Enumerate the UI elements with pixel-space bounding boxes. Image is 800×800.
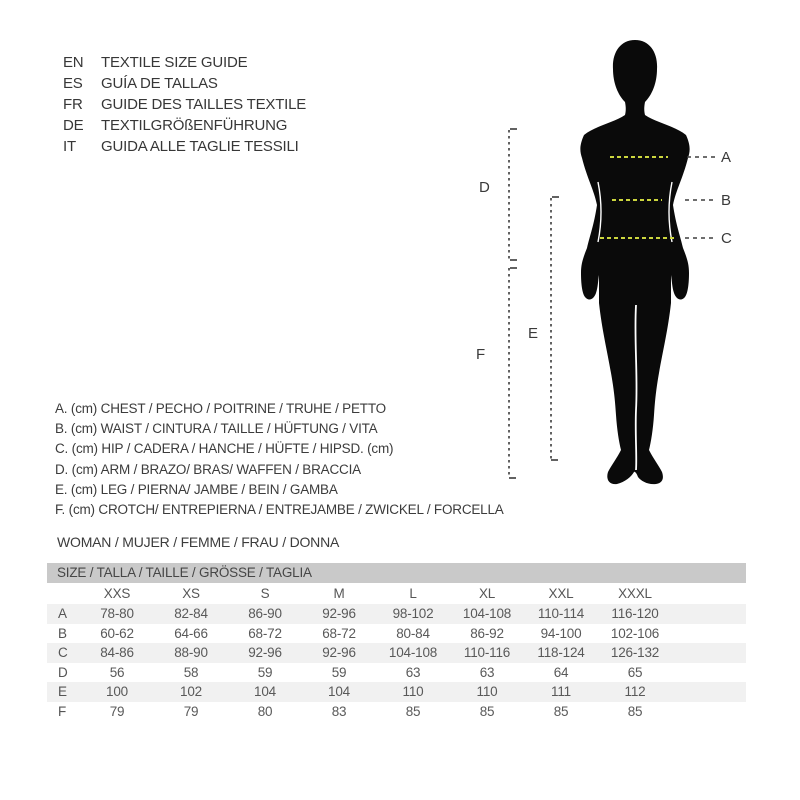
size-value: 126-132 (610, 645, 660, 660)
table-row (47, 643, 746, 663)
table-row (47, 604, 746, 624)
size-value: 79 (109, 703, 125, 719)
column-header: XXL (548, 586, 574, 601)
size-value: 63 (405, 664, 421, 680)
size-value: 59 (331, 664, 347, 680)
legend-item-waist: B. (cm) WAIST / CINTURA / TAILLE / HÜFTUNG / VITA (55, 421, 378, 437)
row-label: E (58, 684, 67, 699)
size-value: 64-66 (174, 625, 208, 641)
guide-title: GUIDE DES TAILLES TEXTILE (101, 96, 307, 113)
column-header: L (409, 586, 417, 601)
size-value: 85 (479, 703, 495, 719)
language-row (63, 52, 306, 73)
corner-cell (47, 583, 80, 604)
size-value: 112 (624, 684, 646, 699)
filler-cell (672, 682, 746, 702)
language-row (63, 115, 306, 136)
size-value: 78-80 (100, 606, 134, 621)
legend-item-crotch: F. (cm) CROTCH/ ENTREPIERNA / ENTREJAMBE / ZWICKEL / FORCELLA (55, 501, 504, 517)
size-value: 102 (180, 684, 202, 699)
size-value: 60-62 (100, 625, 134, 641)
size-value: 85 (405, 703, 421, 719)
size-value: 92-96 (322, 645, 356, 660)
filler-cell (672, 663, 746, 683)
size-value: 98-102 (392, 606, 434, 621)
size-value: 64 (553, 664, 569, 680)
filler-cell (672, 624, 746, 644)
guide-title: GUÍA DE TALLAS (101, 75, 218, 92)
size-value: 80-84 (396, 625, 430, 641)
size-value: 86-90 (248, 606, 282, 621)
measure-label-waist: B (721, 192, 731, 209)
row-label: D (58, 664, 68, 680)
measure-label-arm: D (479, 179, 490, 196)
table-row (47, 702, 746, 722)
size-value: 102-106 (610, 625, 660, 641)
size-table-header-band: SIZE / TALLA / TAILLE / GRÖSSE / TAGLIA (47, 563, 746, 583)
size-value: 104-108 (388, 645, 438, 660)
size-value: 88-90 (174, 645, 208, 660)
column-header: M (333, 586, 345, 601)
size-value: 59 (257, 664, 273, 680)
legend-item-hip: C. (cm) HIP / CADERA / HANCHE / HÜFTE / HIPSD. (cm) (55, 441, 394, 457)
language-row (63, 73, 306, 94)
filler-cell (672, 604, 746, 624)
size-value: 68-72 (322, 625, 356, 641)
size-value: 100 (106, 684, 128, 699)
size-value: 110-116 (463, 645, 511, 660)
size-value: 110 (476, 684, 498, 699)
language-row (63, 94, 306, 115)
legend-item-leg: E. (cm) LEG / PIERNA/ JAMBE / BEIN / GAMBA (55, 481, 338, 497)
size-value: 68-72 (248, 625, 282, 641)
size-value: 110 (402, 684, 424, 699)
language-row (63, 136, 306, 157)
guide-title: GUIDA ALLE TAGLIE TESSILI (101, 138, 299, 155)
row-label: F (58, 703, 67, 719)
size-value: 58 (183, 664, 199, 680)
language-code: IT (63, 138, 76, 155)
measure-label-leg: E (528, 325, 538, 342)
size-value: 86-92 (470, 625, 504, 641)
column-header: XXXL (618, 586, 652, 601)
size-value: 83 (331, 703, 347, 719)
size-value: 63 (479, 664, 495, 680)
size-value: 56 (109, 664, 125, 680)
size-table (47, 563, 746, 721)
row-label: A (58, 606, 67, 621)
size-value: 65 (627, 664, 643, 680)
guide-title: TEXTILE SIZE GUIDE (101, 54, 248, 71)
measure-label-chest: A (721, 149, 731, 166)
column-header: XS (182, 586, 200, 601)
measurement-legend (55, 399, 504, 520)
table-row (47, 624, 746, 644)
measure-label-crotch: F (476, 346, 485, 363)
size-value: 110-114 (537, 606, 585, 621)
column-header: XL (478, 586, 496, 601)
size-value: 118-124 (537, 645, 585, 660)
filler-cell (672, 643, 746, 663)
size-value: 92-96 (248, 645, 282, 660)
size-value: 116-120 (611, 606, 659, 621)
language-code: DE (63, 117, 84, 134)
size-value: 82-84 (174, 606, 208, 621)
filler-cell (672, 583, 746, 604)
measure-label-hip: C (721, 230, 732, 247)
row-label: C (58, 645, 68, 660)
column-header: XXS (103, 586, 131, 601)
language-title-block (63, 52, 306, 157)
table-row (47, 682, 746, 702)
size-value: 92-96 (322, 606, 356, 621)
size-value: 84-86 (100, 645, 134, 660)
size-columns-row (47, 583, 746, 604)
size-value: 79 (183, 703, 199, 719)
guide-title: TEXTILGRÖßENFÜHRUNG (101, 117, 288, 134)
column-header: S (260, 586, 270, 601)
size-value: 85 (627, 703, 643, 719)
language-code: FR (63, 96, 83, 113)
size-value: 104 (254, 684, 276, 699)
size-value: 111 (551, 684, 571, 699)
gender-title: WOMAN / MUJER / FEMME / FRAU / DONNA (57, 534, 340, 550)
size-value: 104 (328, 684, 350, 699)
size-value: 85 (553, 703, 569, 719)
row-label: B (58, 625, 67, 641)
filler-cell (672, 702, 746, 722)
size-value: 80 (257, 703, 273, 719)
legend-item-chest: A. (cm) CHEST / PECHO / POITRINE / TRUHE / PETTO (55, 401, 386, 416)
language-code: EN (63, 54, 84, 71)
legend-item-arm: D. (cm) ARM / BRAZO/ BRAS/ WAFFEN / BRACCIA (55, 461, 361, 477)
size-value: 94-100 (540, 625, 582, 641)
size-value: 104-108 (462, 606, 512, 621)
table-row (47, 663, 746, 683)
language-code: ES (63, 75, 83, 92)
